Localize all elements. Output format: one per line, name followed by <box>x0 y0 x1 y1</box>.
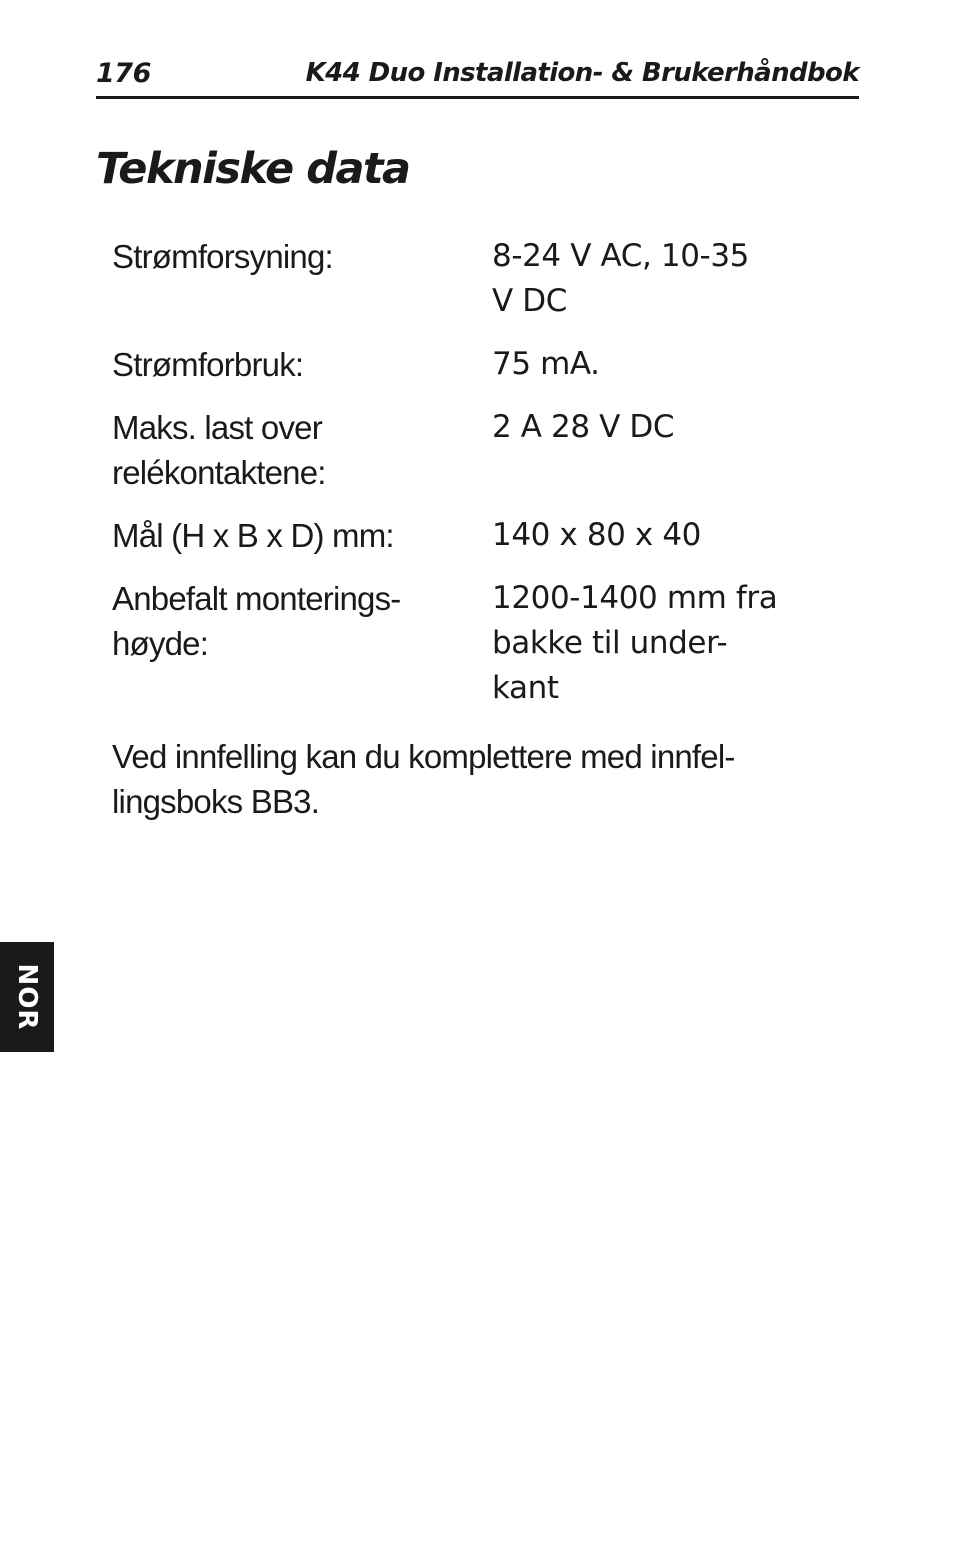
spec-value: 1200-1400 mm fra bakke til under- kant <box>492 580 778 706</box>
spec-label: Strømforsyning: <box>112 238 333 275</box>
spec-row-power-consumption <box>112 342 812 387</box>
language-tab-label: NOR <box>12 963 42 1031</box>
spec-value: 75 mA. <box>492 346 600 382</box>
language-tab <box>0 942 54 1052</box>
running-title: K44 Duo Installation- & Brukerhåndbok <box>305 58 859 88</box>
spec-row-power-supply <box>112 234 812 324</box>
spec-label: Anbefalt monterings- høyde: <box>112 580 401 662</box>
spec-label: Mål (H x B x D) mm: <box>112 517 394 554</box>
spec-row-max-relay-load <box>112 405 812 495</box>
spec-row-dimensions <box>112 513 812 558</box>
page-number: 176 <box>96 58 151 89</box>
spec-value: 140 x 80 x 40 <box>492 517 701 553</box>
spec-label: Maks. last over relékontaktene: <box>112 409 326 491</box>
page-header <box>96 56 859 99</box>
spec-table <box>112 234 812 729</box>
spec-value: 2 A 28 V DC <box>492 409 675 445</box>
flush-mount-note: Ved innfelling kan du komplettere med innfel- lingsboks BB3. <box>112 738 735 820</box>
spec-row-mounting-height <box>112 576 812 711</box>
spec-value: 8-24 V AC, 10-35 V DC <box>492 238 749 319</box>
section-title: Tekniske data <box>96 144 410 194</box>
spec-label: Strømforbruk: <box>112 346 304 383</box>
